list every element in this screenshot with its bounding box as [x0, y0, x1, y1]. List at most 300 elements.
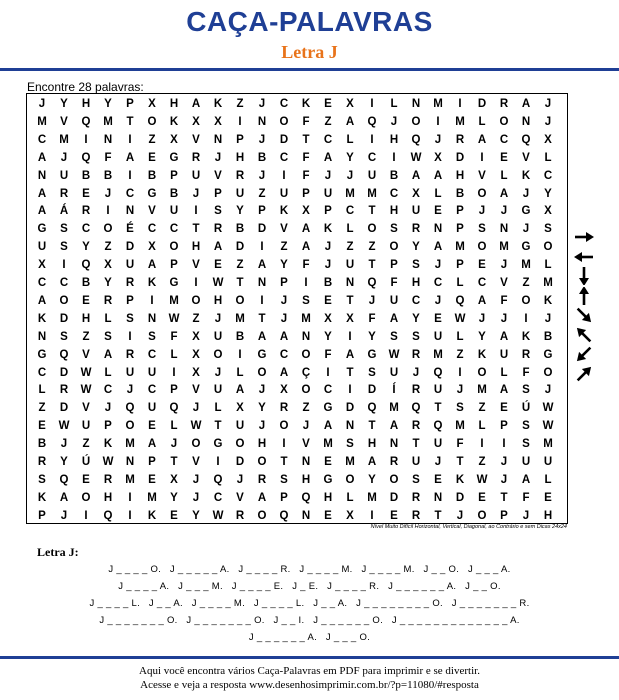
grid-letter: I [370, 509, 374, 522]
grid-letter: T [302, 133, 310, 146]
grid-letter: F [522, 366, 530, 379]
grid-letter: M [477, 384, 487, 397]
grid-letter: O [411, 115, 421, 128]
grid-letter: Z [324, 115, 332, 128]
level-note: Nível Muito Difícil Horizontal, Vertical, Diagonal, ao Contrário e sem Dicas 24x24 [370, 524, 567, 530]
grid-letter: N [433, 491, 443, 504]
grid-letter: V [192, 384, 200, 397]
grid-letter: M [345, 187, 355, 200]
grid-letter: C [37, 277, 47, 289]
grid-letter: A [345, 115, 355, 128]
grid-letter: J [170, 438, 178, 451]
grid-letter: A [499, 187, 509, 200]
grid-letter: H [235, 151, 245, 164]
grid-letter: X [544, 133, 552, 146]
grid-letter: U [323, 187, 333, 200]
grid-letter: Z [346, 241, 354, 254]
puzzle-instruction: Encontre 28 palavras: [27, 80, 144, 94]
grid-letter: V [280, 223, 288, 236]
grid-letter: P [148, 456, 156, 468]
grid-letter: W [542, 402, 554, 415]
grid-letter: B [81, 169, 91, 182]
grid-letter: I [370, 98, 374, 110]
grid-letter: A [411, 169, 421, 182]
grid-row [27, 507, 567, 525]
grid-letter: U [521, 456, 531, 468]
grid-letter: Z [258, 187, 266, 200]
grid-letter: W [80, 384, 92, 397]
grid-letter: T [170, 456, 178, 468]
grid-letter: J [390, 115, 398, 128]
grid-letter: Q [81, 151, 91, 164]
grid-letter: J [324, 259, 332, 272]
up-arrow-icon [572, 287, 596, 305]
direction-arrows [572, 228, 598, 388]
grid-letter: M [499, 241, 509, 254]
grid-letter: C [389, 187, 399, 200]
grid-letter: M [125, 438, 135, 451]
grid-letter: M [521, 259, 531, 272]
grid-letter: H [543, 509, 553, 522]
grid-letter: V [148, 205, 156, 218]
grid-letter: A [257, 259, 267, 272]
grid-letter: H [389, 133, 399, 146]
grid-letter: L [478, 420, 486, 433]
grid-letter: A [301, 223, 311, 236]
grid-letter: I [502, 438, 506, 451]
grid-letter: S [148, 330, 156, 343]
grid-letter: T [368, 420, 376, 433]
grid-letter: Y [236, 205, 244, 218]
grid-letter: X [346, 312, 354, 325]
grid-letter: R [235, 169, 245, 182]
grid-letter: C [147, 384, 157, 397]
grid-letter: C [433, 277, 443, 289]
grid-letter: P [258, 205, 266, 218]
grid-letter: Ç [301, 366, 311, 379]
grid-letter: O [103, 223, 113, 236]
grid-letter: R [411, 491, 421, 504]
grid-letter: J [544, 384, 552, 397]
grid-letter: H [257, 438, 267, 451]
grid-letter: J [544, 312, 552, 325]
grid-letter: O [235, 294, 245, 307]
grid-letter: Y [346, 151, 354, 164]
grid-letter: N [103, 133, 113, 146]
grid-letter: C [147, 348, 157, 361]
grid-letter: R [389, 456, 399, 468]
grid-letter: A [191, 98, 201, 110]
grid-letter: Q [213, 473, 223, 486]
grid-letter: T [368, 259, 376, 272]
grid-letter: A [521, 473, 531, 486]
grid-letter: B [257, 151, 267, 164]
grid-letter: E [324, 98, 332, 110]
grid-letter: I [436, 115, 440, 128]
grid-letter: L [544, 151, 552, 164]
grid-letter: I [84, 133, 88, 146]
grid-letter: C [59, 277, 69, 289]
grid-letter: A [389, 312, 399, 325]
grid-letter: U [411, 205, 421, 218]
grid-letter: N [147, 312, 157, 325]
grid-letter: J [214, 312, 222, 325]
grid-letter: O [477, 509, 487, 522]
grid-letter: A [37, 294, 47, 307]
grid-letter: N [301, 330, 311, 343]
grid-letter: O [477, 366, 487, 379]
grid-letter: L [104, 312, 112, 325]
grid-letter: J [500, 473, 508, 486]
grid-letter: Y [104, 277, 112, 289]
grid-letter: J [412, 366, 420, 379]
grid-letter: J [192, 473, 200, 486]
grid-letter: R [411, 420, 421, 433]
grid-letter: F [302, 115, 310, 128]
grid-letter: X [412, 187, 420, 200]
grid-letter: Y [170, 491, 178, 504]
grid-letter: I [128, 330, 132, 343]
grid-letter: U [389, 366, 399, 379]
grid-letter: L [38, 384, 46, 397]
grid-row [27, 220, 567, 238]
grid-letter: A [257, 491, 267, 504]
grid-letter: V [82, 402, 90, 415]
grid-letter: C [499, 133, 509, 146]
grid-letter: I [392, 151, 396, 164]
grid-letter: G [367, 348, 377, 361]
grid-letter: E [38, 420, 46, 433]
grid-letter: B [81, 277, 91, 289]
grid-row [27, 238, 567, 256]
grid-row [27, 167, 567, 185]
grid-letter: Y [324, 330, 332, 343]
grid-letter: M [367, 491, 377, 504]
grid-letter: H [323, 491, 333, 504]
grid-letter: U [235, 420, 245, 433]
grid-letter: D [125, 241, 135, 254]
grid-letter: A [103, 348, 113, 361]
grid-letter: R [411, 384, 421, 397]
grid-row [27, 346, 567, 364]
grid-letter: Z [456, 348, 464, 361]
word-blank-line: J _ _ _ _ _ _ _ O. J _ _ _ _ _ _ _ O. J _ _ I. J _ _ _ _ _ _ O. J _ _ _ _ _ _ _ _ _ _ _ _ _ A. [99, 615, 520, 626]
grid-letter: A [499, 384, 509, 397]
grid-letter: S [412, 330, 420, 343]
down-right-arrow-icon [572, 306, 596, 324]
grid-letter: I [128, 509, 132, 522]
grid-letter: B [455, 187, 465, 200]
grid-letter: P [390, 259, 398, 272]
grid-letter: X [192, 115, 200, 128]
grid-letter: K [279, 205, 289, 218]
grid-row [27, 471, 567, 489]
grid-letter: Y [368, 473, 376, 486]
grid-letter: I [238, 348, 242, 361]
grid-letter: W [542, 420, 554, 433]
grid-letter: S [544, 223, 552, 236]
grid-letter: R [213, 223, 223, 236]
grid-letter: N [411, 98, 421, 110]
grid-letter: Z [302, 402, 310, 415]
grid-letter: A [345, 348, 355, 361]
grid-row [27, 489, 567, 507]
grid-letter: J [60, 509, 68, 522]
grid-letter: F [456, 438, 464, 451]
grid-letter: O [345, 473, 355, 486]
grid-letter: R [411, 223, 421, 236]
grid-letter: M [543, 277, 553, 289]
grid-letter: E [324, 509, 332, 522]
grid-letter: S [368, 366, 376, 379]
grid-letter: A [37, 187, 47, 200]
grid-letter: Q [125, 402, 135, 415]
grid-letter: N [125, 205, 135, 218]
grid-letter: S [390, 223, 398, 236]
grid-letter: D [59, 402, 69, 415]
grid-letter: A [367, 456, 377, 468]
grid-letter: N [521, 115, 531, 128]
grid-letter: G [257, 348, 267, 361]
grid-letter: J [544, 115, 552, 128]
grid-letter: S [478, 223, 486, 236]
grid-letter: X [104, 259, 112, 272]
grid-letter: J [60, 438, 68, 451]
grid-letter: W [476, 473, 488, 486]
grid-letter: Y [412, 312, 420, 325]
page-title: CAÇA-PALAVRAS [186, 6, 433, 37]
grid-letter: S [522, 384, 530, 397]
grid-letter: F [390, 277, 398, 289]
grid-letter: O [499, 115, 509, 128]
grid-letter: E [434, 205, 442, 218]
grid-letter: C [279, 151, 289, 164]
grid-letter: T [258, 312, 266, 325]
grid-letter: M [323, 438, 333, 451]
grid-letter: U [125, 366, 135, 379]
grid-letter: S [522, 420, 530, 433]
grid-letter: K [169, 115, 179, 128]
grid-letter: Q [81, 259, 91, 272]
grid-letter: X [280, 384, 288, 397]
grid-row [27, 364, 567, 382]
grid-letter: J [104, 402, 112, 415]
grid-letter: S [390, 330, 398, 343]
word-blank-line: J _ _ _ _ _ _ A. J _ _ _ O. [248, 632, 371, 643]
grid-letter: V [192, 259, 200, 272]
grid-letter: D [455, 491, 465, 504]
grid-letter: L [346, 491, 354, 504]
grid-letter: A [433, 169, 443, 182]
grid-letter: G [213, 438, 223, 451]
grid-letter: L [456, 277, 464, 289]
grid-letter: K [477, 348, 487, 361]
grid-letter: V [522, 151, 530, 164]
grid-letter: O [543, 366, 553, 379]
grid-letter: X [192, 348, 200, 361]
grid-letter: U [147, 366, 157, 379]
grid-letter: E [82, 294, 90, 307]
grid-letter: F [170, 330, 178, 343]
grid-letter: Y [60, 456, 68, 468]
grid-letter: R [59, 187, 69, 200]
grid-letter: C [345, 205, 355, 218]
grid-letter: W [58, 420, 70, 433]
grid-letter: C [411, 294, 421, 307]
grid-row [27, 95, 567, 113]
grid-letter: S [412, 259, 420, 272]
grid-letter: M [59, 133, 69, 146]
grid-letter: B [389, 169, 399, 182]
grid-letter: Q [367, 277, 377, 289]
grid-row [27, 274, 567, 292]
grid-letter: C [147, 223, 157, 236]
grid-letter: G [543, 348, 553, 361]
grid-letter: M [389, 402, 399, 415]
grid-letter: J [280, 294, 288, 307]
grid-row [27, 435, 567, 453]
grid-letter: X [346, 98, 354, 110]
grid-letter: C [213, 491, 223, 504]
grid-letter: P [104, 420, 112, 433]
grid-letter: Y [478, 330, 486, 343]
grid-letter: F [500, 294, 508, 307]
grid-letter: C [367, 151, 377, 164]
grid-letter: U [367, 169, 377, 182]
grid-letter: I [216, 456, 220, 468]
grid-letter: C [279, 348, 289, 361]
grid-letter: A [37, 151, 47, 164]
grid-letter: I [326, 366, 330, 379]
grid-letter: D [235, 241, 245, 254]
grid-letter: Z [82, 438, 90, 451]
grid-letter: J [368, 294, 376, 307]
grid-letter: U [169, 205, 179, 218]
grid-letter: D [257, 223, 267, 236]
grid-letter: O [213, 348, 223, 361]
grid-letter: U [411, 456, 421, 468]
grid-letter: I [62, 259, 66, 272]
grid-letter: Á [59, 205, 69, 218]
grid-letter: Y [82, 241, 90, 254]
grid-letter: A [323, 420, 333, 433]
grid-row [27, 453, 567, 471]
grid-letter: E [324, 456, 332, 468]
grid-letter: I [128, 133, 132, 146]
grid-letter: S [522, 438, 530, 451]
grid-letter: I [480, 151, 484, 164]
grid-letter: J [456, 509, 464, 522]
grid-letter: I [194, 205, 198, 218]
down-arrow-icon [572, 267, 596, 285]
grid-letter: J [500, 456, 508, 468]
grid-letter: V [500, 277, 508, 289]
grid-letter: Z [82, 330, 90, 343]
grid-letter: Y [544, 187, 552, 200]
grid-letter: N [37, 169, 47, 182]
grid-letter: F [302, 259, 310, 272]
grid-letter: V [302, 438, 310, 451]
grid-letter: I [260, 294, 264, 307]
grid-letter: X [192, 330, 200, 343]
grid-letter: I [370, 133, 374, 146]
grid-letter: E [434, 473, 442, 486]
grid-letter: W [388, 348, 400, 361]
grid-letter: K [147, 509, 157, 522]
grid-letter: H [389, 205, 399, 218]
grid-letter: Y [280, 259, 288, 272]
grid-letter: U [213, 384, 223, 397]
grid-letter: L [500, 169, 508, 182]
grid-letter: J [456, 384, 464, 397]
grid-letter: O [279, 115, 289, 128]
grid-letter: M [345, 456, 355, 468]
grid-letter: A [477, 294, 487, 307]
grid-letter: J [302, 420, 310, 433]
grid-letter: J [236, 473, 244, 486]
up-right-arrow-icon [572, 365, 596, 383]
grid-letter: T [126, 115, 134, 128]
grid-letter: E [544, 491, 552, 504]
grid-letter: W [454, 312, 466, 325]
grid-letter: R [125, 277, 135, 289]
grid-letter: U [279, 187, 289, 200]
grid-letter: A [37, 205, 47, 218]
grid-letter: R [455, 133, 465, 146]
grid-letter: Q [169, 402, 179, 415]
grid-letter: Z [148, 133, 156, 146]
grid-letter: H [103, 491, 113, 504]
grid-letter: W [410, 151, 422, 164]
grid-letter: E [148, 151, 156, 164]
grid-letter: V [236, 491, 244, 504]
grid-letter: O [477, 241, 487, 254]
grid-letter: U [389, 294, 399, 307]
grid-letter: C [543, 169, 553, 182]
grid-letter: N [125, 456, 135, 468]
grid-letter: I [282, 438, 286, 451]
grid-letter: A [279, 366, 289, 379]
grid-letter: L [104, 366, 112, 379]
grid-letter: P [500, 509, 508, 522]
grid-letter: H [455, 169, 465, 182]
grid-letter: E [82, 187, 90, 200]
grid-letter: E [390, 509, 398, 522]
grid-letter: G [323, 402, 333, 415]
grid-letter: D [389, 491, 399, 504]
grid-letter: Q [81, 115, 91, 128]
grid-letter: L [434, 187, 442, 200]
grid-letter: L [544, 259, 552, 272]
grid-letter: U [499, 348, 509, 361]
grid-letter: S [346, 438, 354, 451]
grid-letter: J [346, 169, 354, 182]
grid-letter: Y [192, 509, 200, 522]
grid-letter: X [148, 241, 156, 254]
grid-letter: S [302, 294, 310, 307]
grid-letter: U [213, 330, 223, 343]
grid-letter: Q [455, 294, 465, 307]
grid-letter: J [214, 366, 222, 379]
grid-letter: M [125, 473, 135, 486]
grid-letter: G [521, 241, 531, 254]
grid-letter: N [389, 438, 399, 451]
grid-letter: H [411, 277, 421, 289]
grid-letter: L [346, 223, 354, 236]
grid-letter: M [103, 115, 113, 128]
grid-letter: Y [368, 330, 376, 343]
grid-letter: I [304, 277, 308, 289]
